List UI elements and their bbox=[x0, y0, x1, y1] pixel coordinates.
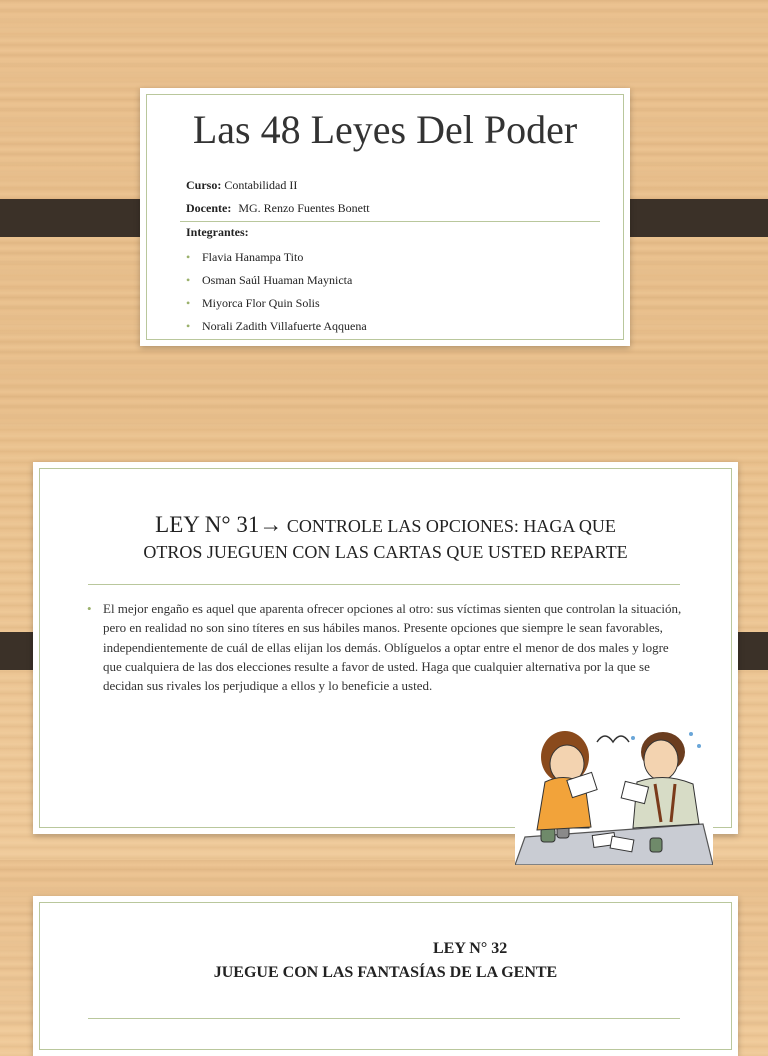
list-item: • Osman Saúl Huaman Maynicta bbox=[184, 269, 367, 292]
law-32-title: JUEGUE CON LAS FANTASÍAS DE LA GENTE bbox=[213, 964, 558, 981]
list-item: • Flavia Hanampa Tito bbox=[184, 246, 367, 269]
law-31-title-1: CONTROLE LAS OPCIONES: HAGA QUE bbox=[282, 516, 616, 536]
law-31-divider bbox=[88, 584, 680, 585]
list-item: • Miyorca Flor Quin Solis bbox=[184, 292, 367, 315]
law-31-body: • El mejor engaño es aquel que aparenta ofrecer opciones al otro: sus víctimas sienten que controlan la situación, pero en realidad no son sino títeres en sus hábiles manos. Presente opciones que siempre le sean favorables, independientemente de cuál de ellas elijan los demás. Oblíguelos a optar entre el menor de dos males y logre que cualquiera de las dos elecciones resulte a favor de usted. Haga que cualquier alternativa por la que se decidan sus rivales los perjudique a ellos y lo beneficie a usted. bbox=[85, 599, 685, 695]
card-players-illustration bbox=[515, 712, 713, 865]
course-value: Contabilidad II bbox=[224, 178, 298, 192]
law-31-title-2: OTROS JUEGUEN CON LAS CARTAS QUE USTED REPARTE bbox=[143, 542, 628, 562]
law-31-heading-line-1 bbox=[33, 512, 738, 538]
law-31-number: LEY N° 31→ bbox=[155, 512, 283, 537]
law-32-number: LEY N° 32 bbox=[433, 940, 508, 957]
members-label-text: Integrantes: bbox=[186, 225, 249, 239]
law-32-slide bbox=[33, 896, 738, 1056]
title-divider bbox=[180, 221, 600, 222]
teacher-value: MG. Renzo Fuentes Bonett bbox=[238, 201, 370, 215]
members-list bbox=[184, 246, 367, 338]
teacher-line bbox=[186, 201, 370, 216]
law-31-slide bbox=[33, 462, 738, 834]
law-31-body-list bbox=[85, 599, 685, 695]
slide-title: Las 48 Leyes Del Poder bbox=[192, 107, 578, 152]
law-32-divider bbox=[88, 1018, 680, 1019]
course-line bbox=[186, 178, 297, 193]
teacher-label: Docente: bbox=[186, 201, 232, 215]
list-item: • Norali Zadith Villafuerte Aqquena bbox=[184, 315, 367, 338]
title-slide bbox=[140, 88, 630, 346]
course-label: Curso: bbox=[186, 178, 222, 192]
members-label bbox=[186, 225, 249, 240]
